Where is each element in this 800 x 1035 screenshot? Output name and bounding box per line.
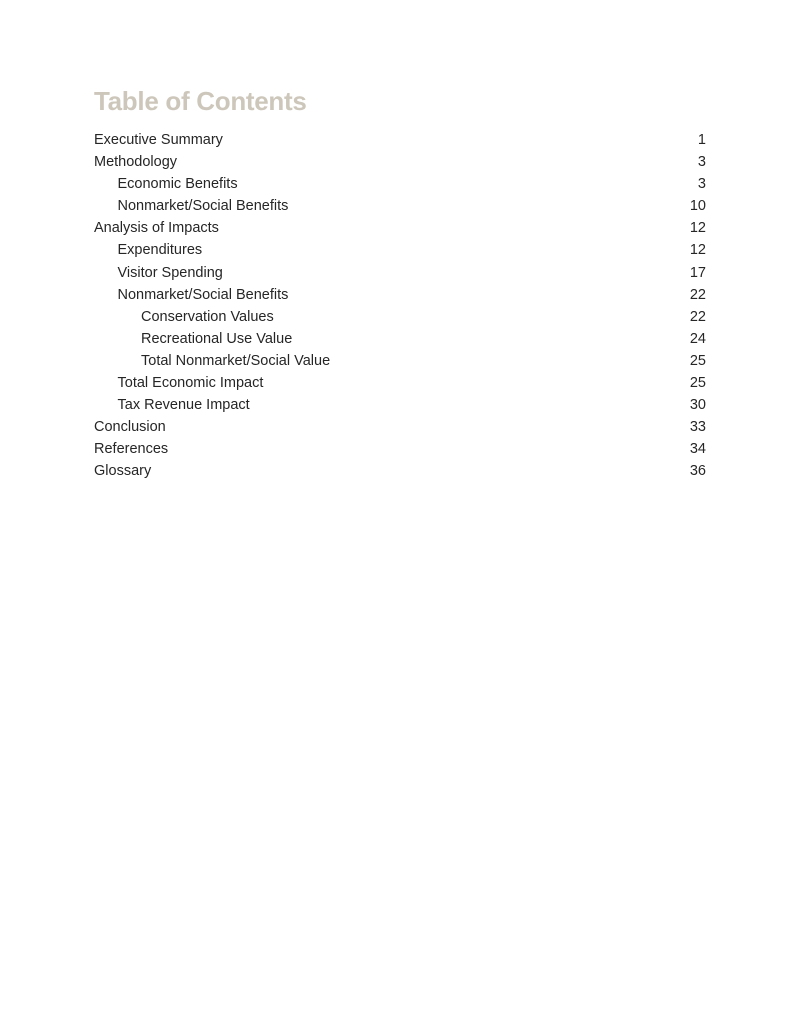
toc-entry-total-economic-impact[interactable] (94, 372, 706, 394)
toc-entry-visitor-spending[interactable] (94, 262, 706, 284)
toc-entry-executive-summary[interactable] (94, 129, 706, 151)
toc-entry-conservation-values[interactable] (94, 306, 706, 328)
toc-entry-recreational-use-value[interactable] (94, 328, 706, 350)
toc-entry-references[interactable] (94, 438, 706, 460)
toc-entry-label: Total Economic Impact (117, 375, 264, 392)
toc-entry-label: Total Nonmarket/Social Value (141, 352, 331, 369)
toc-entry-page-number: 10 (689, 198, 706, 215)
toc-entry-page-number: 34 (689, 441, 706, 458)
toc-entry-label: Conclusion (94, 419, 166, 436)
toc-entry-page-number: 24 (689, 330, 706, 347)
toc-entry-page-number: 12 (689, 242, 706, 259)
toc-entry-page-number: 3 (697, 176, 706, 193)
toc-entry-page-number: 22 (689, 286, 706, 303)
toc-entry-label: Visitor Spending (117, 264, 223, 281)
toc-entry-glossary[interactable] (94, 460, 706, 482)
toc-entry-economic-benefits[interactable] (94, 173, 706, 195)
toc-entry-page-number: 25 (689, 352, 706, 369)
toc-entry-label: Executive Summary (94, 132, 223, 148)
toc-list (94, 129, 706, 483)
toc-entry-label: Economic Benefits (117, 176, 238, 193)
toc-entry-label: Analysis of Impacts (94, 220, 219, 237)
toc-entry-page-number: 3 (697, 154, 706, 171)
toc-entry-page-number: 30 (689, 397, 706, 414)
toc-entry-nonmarket-social-benefits[interactable] (94, 195, 706, 217)
toc-entry-label: References (94, 441, 169, 458)
toc-entry-tax-revenue-impact[interactable] (94, 394, 706, 416)
toc-entry-label: Nonmarket/Social Benefits (117, 286, 289, 303)
toc-entry-analysis-of-impacts[interactable] (94, 217, 706, 239)
page-title: Table of Contents (94, 86, 307, 116)
toc-entry-page-number: 22 (689, 308, 706, 325)
toc-entry-label: Recreational Use Value (141, 330, 293, 347)
toc-entry-label: Tax Revenue Impact (117, 397, 250, 414)
toc-entry-page-number: 17 (689, 264, 706, 281)
toc-entry-page-number: 25 (689, 375, 706, 392)
toc-entry-label: Glossary (94, 463, 152, 480)
toc-entry-expenditures[interactable] (94, 239, 706, 261)
toc-entry-label: Conservation Values (141, 308, 274, 325)
toc-entry-label: Expenditures (117, 242, 203, 259)
toc-entry-total-nonmarket-social-value[interactable] (94, 350, 706, 372)
toc-entry-nonmarket-social-benefits-analysis[interactable] (94, 284, 706, 306)
toc-entry-page-number: 12 (689, 220, 706, 237)
toc-entry-conclusion[interactable] (94, 416, 706, 438)
toc-entry-page-number: 33 (689, 419, 706, 436)
toc-entry-page-number: 1 (697, 132, 706, 148)
toc-entry-label: Nonmarket/Social Benefits (117, 198, 289, 215)
toc-entry-page-number: 36 (689, 463, 706, 480)
toc-entry-methodology[interactable] (94, 151, 706, 173)
toc-entry-label: Methodology (94, 154, 178, 171)
